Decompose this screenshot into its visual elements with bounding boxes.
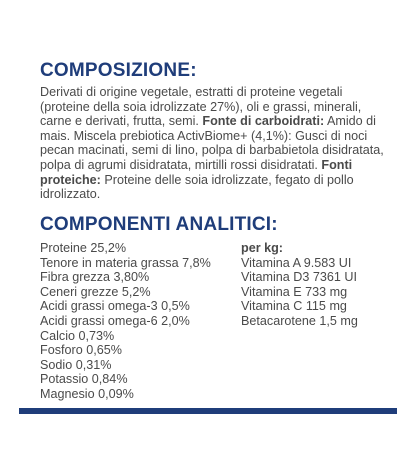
analytical-list-right	[241, 241, 358, 329]
carbohydrate-source-label: Fonte di carboidrati:	[202, 114, 325, 129]
vitamin-item: Vitamina C 115 mg	[241, 299, 347, 314]
analytical-item: Magnesio 0,09%	[40, 386, 134, 401]
analytical-item: Fibra grezza 3,80%	[40, 270, 150, 285]
analytical-item: Acidi grassi omega-3 0,5%	[40, 299, 190, 314]
analytical-item: Sodio 0,31%	[40, 357, 112, 372]
per-kg-label: per kg:	[241, 241, 283, 255]
analytical-item: Fosforo 0,65%	[40, 343, 122, 358]
vitamin-item: Betacarotene 1,5 mg	[241, 313, 358, 328]
composition-heading: COMPOSIZIONE:	[40, 60, 197, 81]
analytical-heading: COMPONENTI ANALITICI:	[40, 214, 278, 235]
vitamin-item: Vitamina E 733 mg	[241, 284, 348, 299]
composition-text-carbs: Amido di mais. Miscela prebiotica ActivBiome+ (4,1%): Gusci di noci pecan macinati, semi di lino, polpa di barbabietola disidratata, polpa di agrumi disidratata, mirtilli rossi disidratati.	[40, 114, 384, 172]
analytical-item: Ceneri grezze 5,2%	[40, 284, 151, 299]
analytical-item: Tenore in materia grassa 7,8%	[40, 255, 211, 270]
analytical-item: Acidi grassi omega-6 2,0%	[40, 313, 190, 328]
analytical-item: Proteine 25,2%	[40, 241, 127, 255]
composition-text-intro: Derivati di origine vegetale, estratti di proteine vegetali (proteine della soia idrolizzate 27%), oli e grassi, minerali, carne e derivati, frutta, semi.	[40, 85, 362, 129]
bottom-divider	[19, 408, 397, 414]
protein-source-label: Fonti proteiche:	[40, 157, 353, 187]
composition-text-proteins: Proteine delle soia idrolizzate, fegato di pollo idrolizzato.	[40, 172, 354, 202]
analytical-item: Calcio 0,73%	[40, 328, 115, 343]
vitamin-item: Vitamina A 9.583 UI	[241, 255, 352, 270]
analytical-list-left	[40, 241, 211, 402]
composition-text	[40, 85, 385, 202]
vitamin-item: Vitamina D3 7361 UI	[241, 270, 357, 285]
analytical-item: Potassio 0,84%	[40, 372, 128, 387]
